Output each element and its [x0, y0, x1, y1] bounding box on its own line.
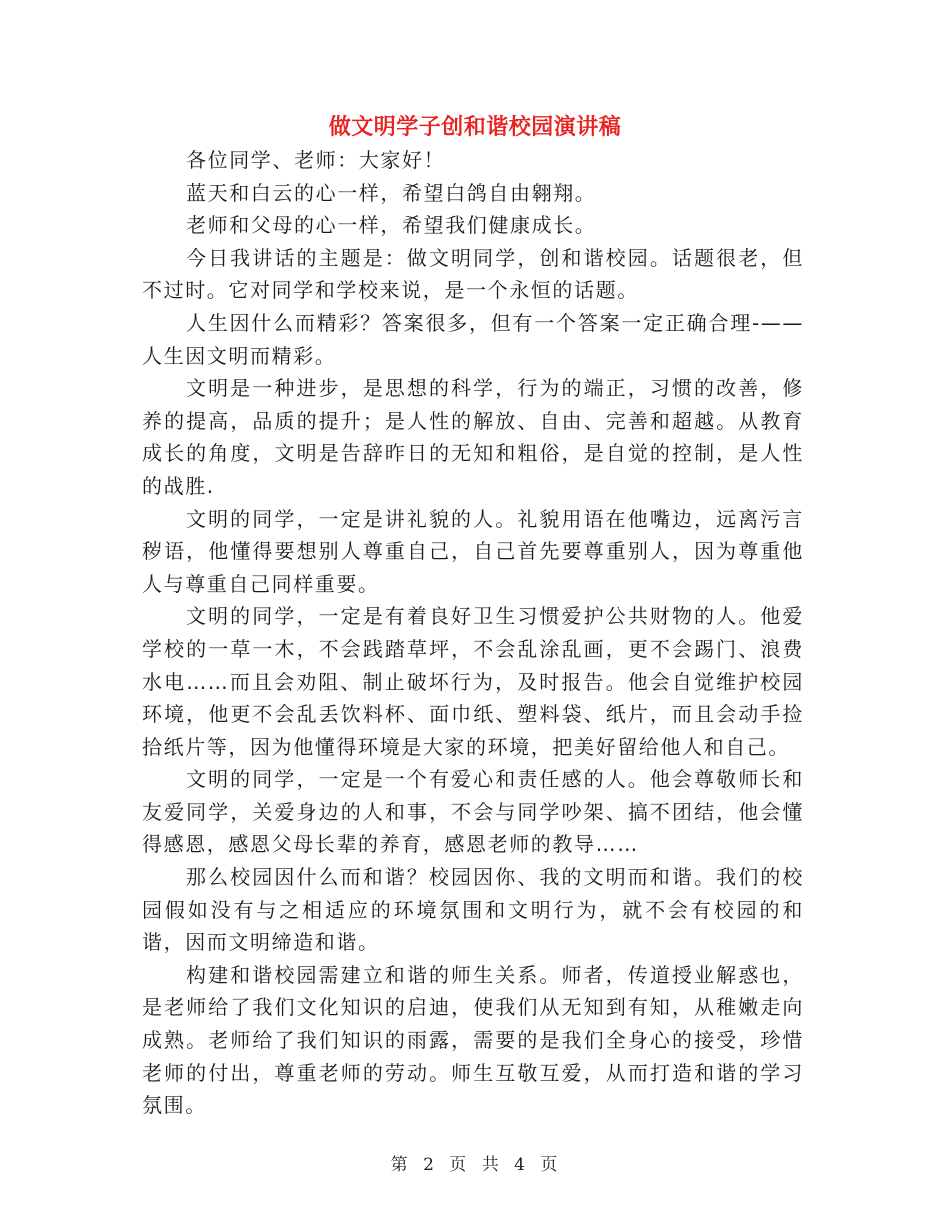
paragraph-greeting: 各位同学、老师：大家好！ — [186, 148, 446, 172]
paragraph: 文明的同学，一定是有着良好卫生习惯爱护公共财物的人。他爱学校的一草一木，不会践踏草坪，不会乱涂乱画，更不会踢门、浪费水电……而且会劝阻、制止破坏行为，及时报告。他会自觉维护校园环境，他更不会乱丢饮料杯、面巾纸、塑料袋、纸片，而且会动手捡拾纸片等，因为他懂得环境是大家的环境，把美好留给他人和自己。 — [142, 604, 804, 759]
page-number-footer: 第 2 页 共 4 页 — [390, 1155, 560, 1175]
paragraph: 文明的同学，一定是一个有爱心和责任感的人。他会尊敬师长和友爱同学，关爱身边的人和事，不会与同学吵架、搞不团结，他会懂得感恩，感恩父母长辈的养育，感恩老师的教导…… — [142, 767, 804, 857]
document-body — [142, 144, 804, 1122]
paragraph: 文明的同学，一定是讲礼貌的人。礼貌用语在他嘴边，远离污言秽语，他懂得要想别人尊重自己，自己首先要尊重别人，因为尊重他人与尊重自己同样重要。 — [142, 506, 804, 596]
paragraph: 今日我讲话的主题是：做文明同学，创和谐校园。话题很老，但不过时。它对同学和学校来说，是一个永恒的话题。 — [142, 245, 804, 303]
paragraph: 那么校园因什么而和谐？校园因你、我的文明而和谐。我们的校园假如没有与之相适应的环境氛围和文明行为，就不会有校园的和谐，因而文明缔造和谐。 — [142, 865, 804, 955]
paragraph: 文明是一种进步，是思想的科学，行为的端正，习惯的改善，修养的提高，品质的提升；是人性的解放、自由、完善和超越。从教育成长的角度，文明是告辞昨日的无知和粗俗，是自觉的控制，是人性的战胜. — [142, 376, 804, 498]
paragraph: 构建和谐校园需建立和谐的师生关系。师者，传道授业解惑也，是老师给了我们文化知识的启迪，使我们从无知到有知，从稚嫩走向成熟。老师给了我们知识的雨露，需要的是我们全身心的接受，珍惜老师的付出，尊重老师的劳动。师生互敬互爱，从而打造和谐的学习氛围。 — [142, 962, 804, 1118]
document-title: 做文明学子创和谐校园演讲稿 — [328, 115, 622, 140]
paragraph: 老师和父母的心一样，希望我们健康成长。 — [186, 213, 597, 238]
paragraph: 人生因什么而精彩？答案很多，但有一个答案一定正确合理-——人生因文明而精彩。 — [142, 310, 804, 368]
paragraph: 蓝天和白云的心一样，希望白鸽自由翱翔。 — [186, 180, 597, 205]
